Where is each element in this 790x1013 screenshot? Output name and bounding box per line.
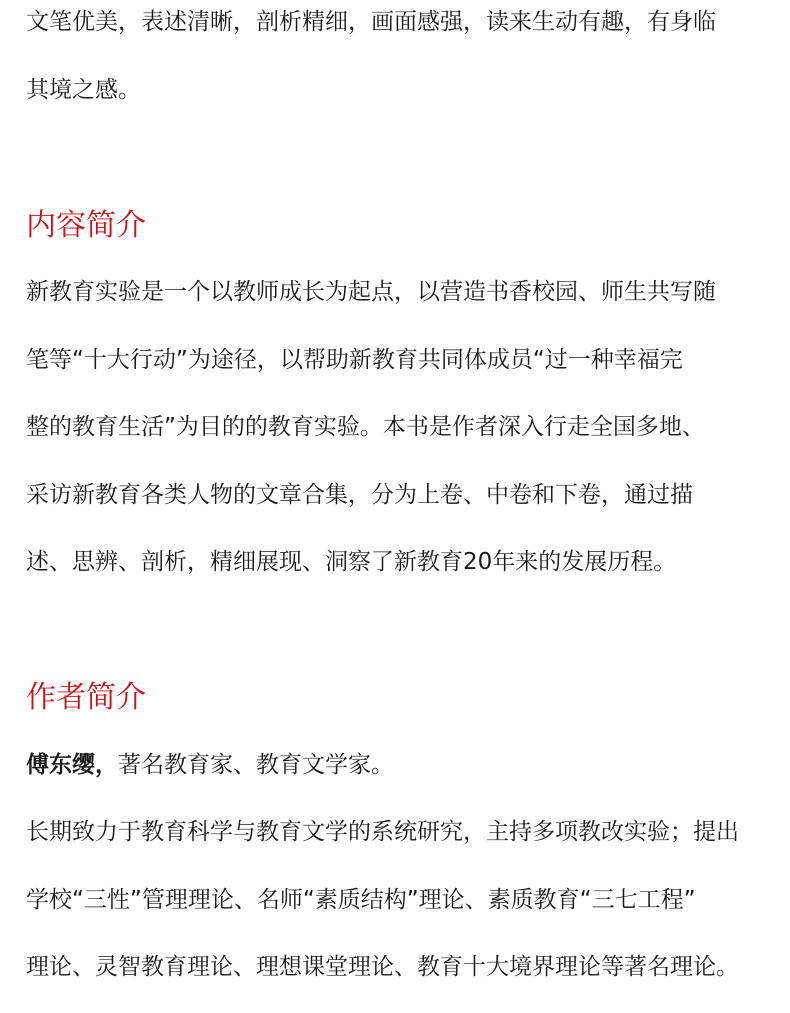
intro-line: 其境之感。 bbox=[26, 76, 141, 103]
article-content bbox=[26, 0, 776, 1013]
summary-line: 笔等“十大行动”为途径，以帮助新教育共同体成员“过一种幸福完 bbox=[26, 346, 683, 373]
summary-line: 新教育实验是一个以教师成长为起点，以营造书香校园、师生共写随 bbox=[26, 279, 716, 305]
section-spacer bbox=[26, 608, 776, 676]
summary-line: 采访新教育各类人物的文章合集，分为上卷、中卷和下卷，通过描 bbox=[26, 481, 693, 508]
author-intro-line bbox=[26, 743, 776, 811]
summary-heading: 内容简介 bbox=[26, 207, 146, 243]
author-bio-line: 理论、灵智教育理论、理想课堂理论、教育十大境界理论等著名理论。 bbox=[26, 954, 739, 980]
author-bio-line: 学校“三性”管理理论、名师“素质结构”理论、素质教育“三七工程” bbox=[26, 886, 696, 913]
summary-line: 整的教育生活”为目的的教育实验。本书是作者深入行走全国多地、 bbox=[26, 414, 705, 440]
section-spacer bbox=[26, 135, 776, 203]
summary-line: 述、思辨、剖析，精细展现、洞察了新教育20年来的发展历程。 bbox=[26, 549, 677, 575]
author-name: 傅东缨， bbox=[26, 751, 118, 778]
author-heading: 作者简介 bbox=[26, 680, 146, 715]
author-title: 著名教育家、教育文学家。 bbox=[118, 751, 394, 778]
intro-section bbox=[26, 0, 776, 135]
summary-section bbox=[26, 203, 776, 608]
author-bio-line: 长期致力于教育科学与教育文学的系统研究，主持多项教改实验；提出 bbox=[26, 819, 739, 845]
author-section bbox=[26, 675, 776, 1013]
intro-line: 文笔优美，表述清晰，剖析精细，画面感强，读来生动有趣，有身临 bbox=[26, 9, 716, 35]
